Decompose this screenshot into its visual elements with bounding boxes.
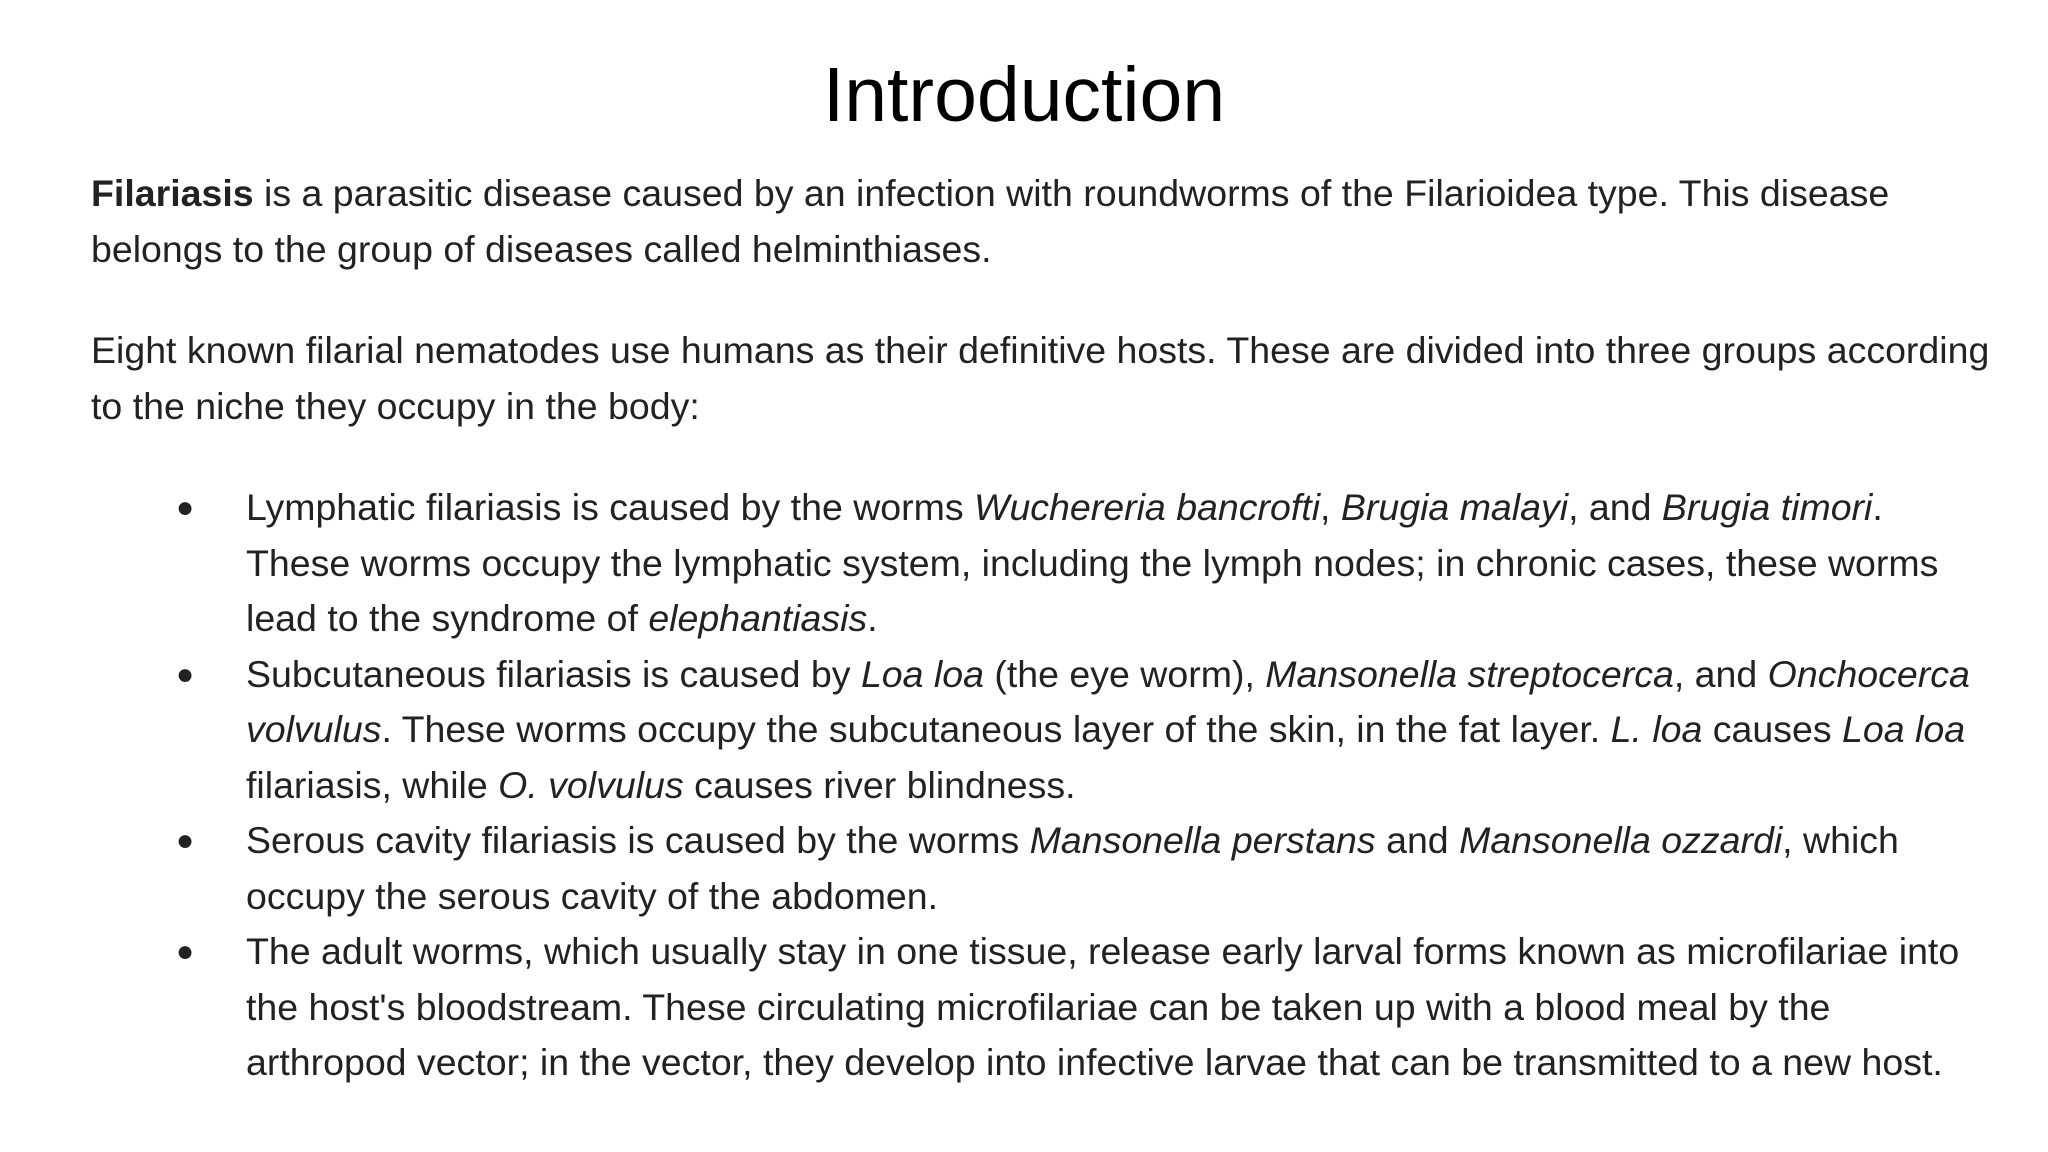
species-name: O. volvulus (498, 763, 684, 806)
text-run: filariasis, while (246, 763, 499, 806)
species-name: Brugia malayi (1340, 486, 1569, 528)
species-name: Mansonella ozzardi (1459, 819, 1783, 861)
text-run: . These worms occupy the lymphatic system, including the lymph nodes; in chronic cases, these worms lead to the syndrome of (246, 486, 1939, 639)
text-run: , and (1568, 486, 1662, 528)
bullet-item-serous (91, 813, 1991, 924)
text-run: , and (1673, 652, 1768, 695)
species-name: L. loa (1610, 708, 1703, 750)
slide-title: Introduction (822, 52, 1226, 138)
bullet-item-adult-worms (91, 924, 1991, 1091)
species-name: Brugia timori (1661, 486, 1873, 528)
species-name: Wuchereria bancrofti (974, 486, 1321, 528)
text-run: causes (1702, 708, 1843, 750)
bullet-icon: ● (176, 491, 195, 524)
species-name: Onchocerca volvulus (246, 652, 1970, 750)
species-name: Loa loa (1842, 708, 1966, 750)
bullet-icon: ● (176, 935, 195, 968)
groups-paragraph: Eight known filarial nematodes use humans as their definitive hosts. These are divided into three groups according to the niche they occupy in the body: (91, 329, 1990, 427)
text-run: (the eye worm), (983, 652, 1266, 695)
bullet-icon: ● (176, 824, 195, 857)
slide-body (91, 166, 1991, 1091)
text-run: The adult worms, which usually stay in one tissue, release early larval forms known as microfilariae into the host's bloodstream. These circulating microfilariae can be taken up with a blood meal by the arthropod vector; in the vector, they develop into infective larvae that can be transmitted to a new host. (246, 930, 1960, 1083)
bullet-list (91, 480, 1991, 1091)
bold-term: Filariasis (91, 172, 254, 214)
text-run: , (1320, 486, 1341, 528)
species-name: Loa loa (860, 652, 984, 695)
text-run: Lymphatic filariasis is caused by the worms (246, 486, 975, 528)
bullet-item-lymphatic (91, 480, 1991, 647)
text-run: Subcutaneous filariasis is caused by (246, 652, 861, 695)
bullet-item-subcutaneous (91, 647, 1991, 814)
bullet-icon: ● (176, 657, 195, 691)
italic-term: elephantiasis (648, 597, 868, 639)
text-run: , which occupy the serous cavity of the abdomen. (246, 819, 1899, 917)
intro-paragraph (91, 166, 1991, 277)
text-run: . These worms occupy the subcutaneous layer of the skin, in the fat layer. (381, 708, 1611, 750)
intro-paragraph-text: is a parasitic disease caused by an infection with roundworms of the Filarioidea type. This disease belongs to the group of diseases called helminthiases. (91, 172, 1890, 270)
text-run: causes river blindness. (683, 763, 1076, 806)
species-name: Mansonella perstans (1029, 819, 1376, 861)
species-name: Mansonella streptocerca (1265, 652, 1674, 695)
text-run: Serous cavity filariasis is caused by the worms (246, 819, 1030, 861)
text-run: . (867, 597, 878, 639)
text-run: and (1375, 819, 1460, 861)
